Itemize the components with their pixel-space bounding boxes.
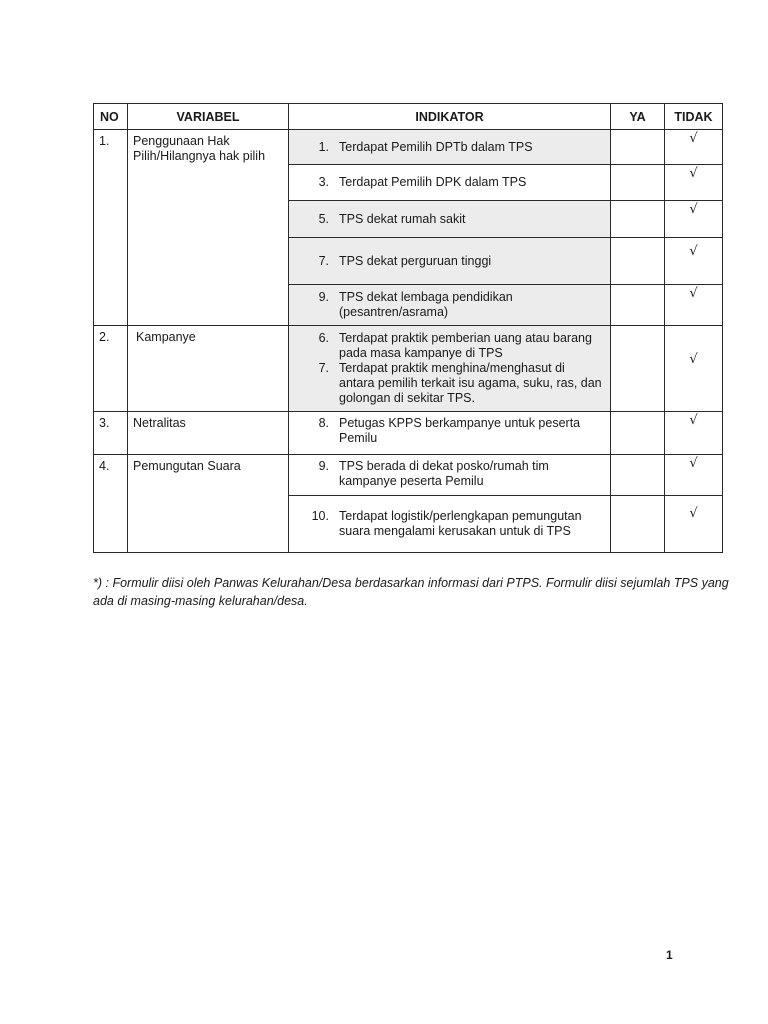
tidak-cell [665, 496, 723, 553]
table-row [94, 412, 723, 455]
indicator-item [289, 140, 602, 155]
ya-cell [611, 455, 665, 496]
tidak-cell [665, 285, 723, 326]
indicator-number: 6. [318, 331, 329, 345]
check-mark-icon: √ [689, 506, 698, 521]
indicator-number: 3. [318, 175, 329, 189]
tidak-cell [665, 238, 723, 285]
indicator-number: 1. [318, 139, 329, 154]
header-tidak: TIDAK [665, 104, 723, 130]
variable-label: Penggunaan Hak Pilih/Hilangnya hak pilih [128, 130, 289, 326]
indicator-cell [289, 326, 611, 412]
tidak-cell [665, 412, 723, 455]
indicator-number: 8. [318, 416, 329, 430]
tidak-cell [665, 130, 723, 165]
tidak-cell [665, 201, 723, 238]
indicator-text: TPS dekat perguruan tinggi [339, 253, 492, 268]
ya-cell [611, 201, 665, 238]
ya-cell [611, 326, 665, 412]
check-mark-icon: √ [689, 456, 698, 471]
check-mark-icon: √ [689, 244, 698, 259]
table-header-row [94, 104, 723, 130]
row-number: 1. [94, 130, 128, 326]
tidak-cell [665, 326, 723, 412]
indicator-text: TPS dekat lembaga pendidikan (pesantren/asrama) [339, 290, 513, 319]
indicator-item [289, 416, 602, 446]
footnote: *) : Formulir diisi oleh Panwas Kelurahan/Desa berdasarkan informasi dari PTPS. Formulir diisi sejumlah TPS yang ada di masing-masing kelurahan/desa. [93, 576, 729, 608]
row-number: 3. [94, 412, 128, 455]
check-mark-icon: √ [689, 413, 698, 428]
check-mark-icon: √ [689, 166, 698, 181]
variable-label: Kampanye [128, 326, 289, 412]
table-row [94, 455, 723, 496]
indicator-text: Terdapat praktik pemberian uang atau barang pada masa kampanye di TPS [339, 331, 592, 360]
page-number: 1 [666, 948, 673, 962]
tidak-cell [665, 165, 723, 201]
indicator-item [289, 361, 602, 406]
indicator-item [289, 175, 602, 190]
check-mark-icon: √ [689, 131, 698, 146]
indicator-cell [289, 165, 611, 201]
indicator-item [289, 290, 602, 320]
indicator-item [289, 459, 602, 489]
indicator-item [289, 509, 602, 539]
indicator-cell [289, 201, 611, 238]
check-mark-icon: √ [689, 286, 698, 301]
indicator-cell [289, 496, 611, 553]
indicator-text: Petugas KPPS berkampanye untuk peserta Pemilu [339, 416, 581, 445]
check-mark-icon: √ [689, 352, 698, 367]
indicator-number: 9. [318, 290, 329, 304]
indicator-number: 9. [318, 459, 329, 473]
header-variabel: VARIABEL [128, 104, 289, 130]
variable-label: Netralitas [128, 412, 289, 455]
indicator-number: 5. [318, 211, 329, 226]
indicator-text: Terdapat Pemilih DPTb dalam TPS [339, 139, 533, 154]
indicator-cell [289, 238, 611, 285]
indicator-table [93, 103, 723, 553]
variable-label: Pemungutan Suara [128, 455, 289, 553]
indicator-item [289, 331, 602, 361]
indicator-text: Terdapat praktik menghina/menghasut di antara pemilih terkait isu agama, suku, ras, dan golongan di sekitar TPS. [339, 361, 602, 405]
ya-cell [611, 238, 665, 285]
indicator-item [289, 212, 602, 227]
tidak-cell [665, 455, 723, 496]
ya-cell [611, 130, 665, 165]
indicator-number: 7. [318, 361, 329, 375]
table-row [94, 130, 723, 165]
header-no: NO [94, 104, 128, 130]
ya-cell [611, 165, 665, 201]
indicator-cell [289, 412, 611, 455]
header-ya: YA [611, 104, 665, 130]
indicator-item [289, 254, 602, 269]
ya-cell [611, 412, 665, 455]
row-number: 2. [94, 326, 128, 412]
header-indikator: INDIKATOR [289, 104, 611, 130]
indicator-cell [289, 285, 611, 326]
indicator-text: Terdapat logistik/perlengkapan pemungutan suara mengalami kerusakan untuk di TPS [339, 509, 582, 538]
indicator-number: 7. [318, 253, 329, 268]
indicator-text: Terdapat Pemilih DPK dalam TPS [339, 175, 527, 189]
indicator-text: TPS dekat rumah sakit [339, 211, 466, 226]
ya-cell [611, 496, 665, 553]
check-mark-icon: √ [689, 202, 698, 217]
indicator-cell [289, 455, 611, 496]
indicator-cell [289, 130, 611, 165]
row-number: 4. [94, 455, 128, 553]
indicator-number: 10. [311, 509, 329, 523]
table-row [94, 326, 723, 412]
indicator-text: TPS berada di dekat posko/rumah tim kampanye peserta Pemilu [339, 459, 549, 488]
ya-cell [611, 285, 665, 326]
